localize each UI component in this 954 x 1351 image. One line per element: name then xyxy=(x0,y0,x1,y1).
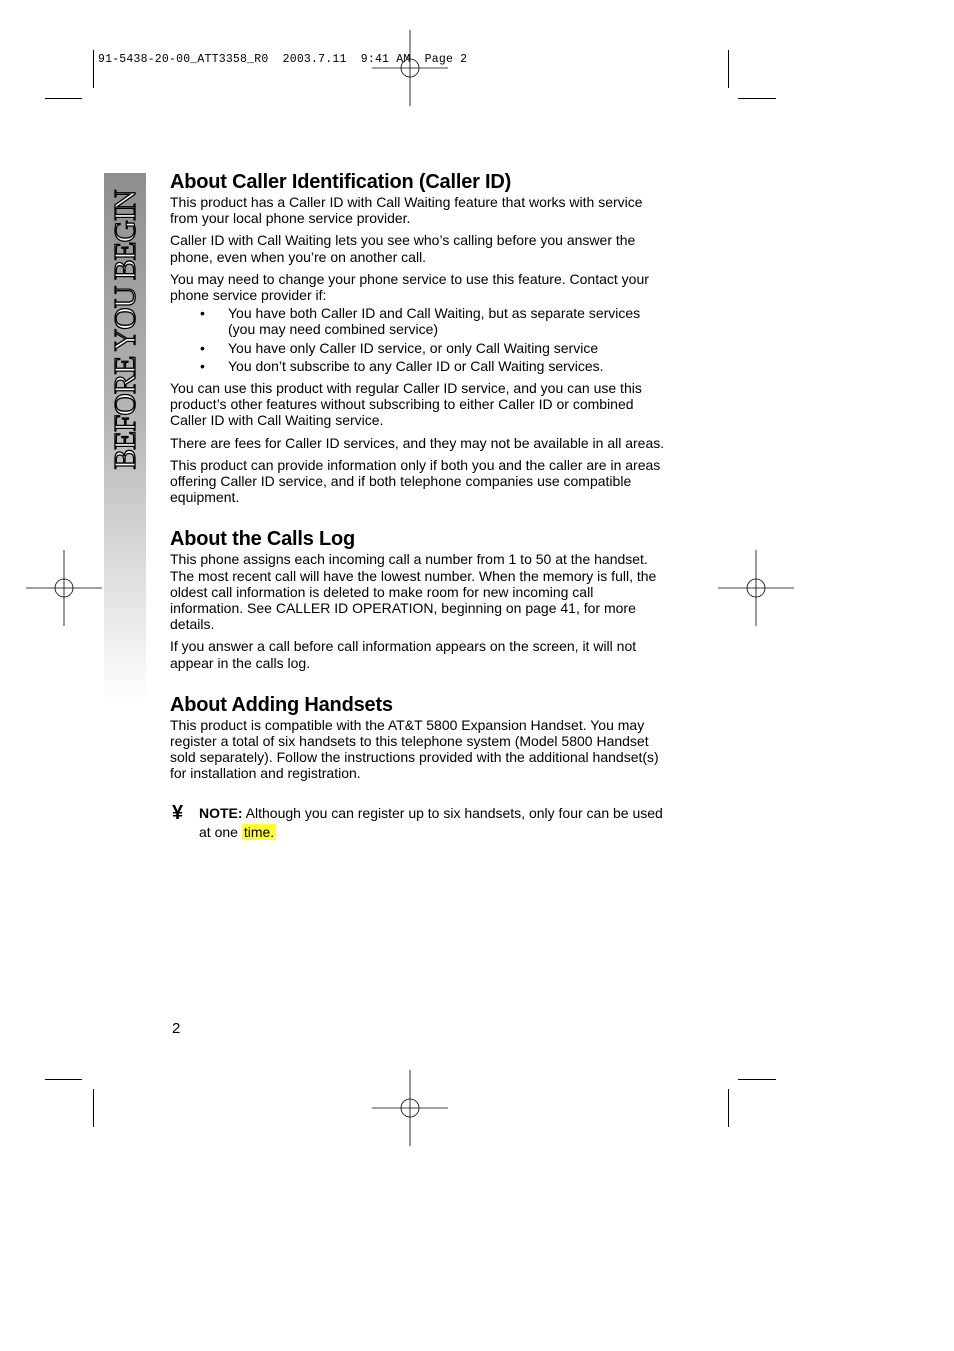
crop-mark xyxy=(738,1079,776,1080)
note-box xyxy=(170,801,670,842)
paragraph: There are fees for Caller ID services, and they may not be available in all areas. xyxy=(170,434,665,451)
paragraph: This product is compatible with the AT&T 5800 Expansion Handset. You may register a total of six handsets to this telephone system (Model 5800 Handset sold separately). Follow the instructions provided with the additional handset(s) for installation and registration. xyxy=(170,716,659,782)
registration-mark-icon xyxy=(26,550,102,626)
paragraph: If you answer a call before call information appears on the screen, it will not appear in the calls log. xyxy=(170,638,637,671)
paragraph: This product has a Caller ID with Call Waiting feature that works with service from your local phone service provider. xyxy=(170,194,643,227)
bullet-list xyxy=(170,305,670,374)
paragraph: This phone assigns each incoming call a number from 1 to 50 at the handset. The most recent call will have the lowest number. When the memory is full, the oldest call information is deleted to make room for new incoming call information. See CALLER ID OPERATION, beginning on page 41, for more details. xyxy=(170,551,657,633)
section-heading: About the Calls Log xyxy=(170,528,356,551)
crop-mark xyxy=(738,98,776,99)
bullet-item: • You have only Caller ID service, or only Call Waiting service xyxy=(170,340,670,356)
paragraph: Caller ID with Call Waiting lets you see who’s calling before you answer the phone, even when you’re on another call. xyxy=(170,232,636,265)
crop-mark xyxy=(728,1089,729,1127)
section-adding-handsets xyxy=(170,693,670,782)
note-label: NOTE: xyxy=(199,804,243,821)
registration-mark-icon xyxy=(718,550,794,626)
note-icon: ¥ xyxy=(172,801,184,824)
paragraph: You may need to change your phone service to use this feature. Contact your phone service provider if: xyxy=(170,270,649,304)
side-tab-label: BEFORE YOU BEGIN xyxy=(107,190,142,470)
print-slug-line: 91-5438-20-00_ATT3358_R0 2003.7.11 9:41 AM Page 2 xyxy=(98,53,468,66)
crop-mark xyxy=(45,98,82,99)
bullet-item: • You have both Caller ID and Call Waiting, but as separate services (you may need combined service) xyxy=(170,305,670,337)
crop-mark xyxy=(45,1079,82,1080)
registration-mark-icon xyxy=(372,30,448,106)
section-caller-id xyxy=(170,170,670,505)
section-heading: About Caller Identification (Caller ID) xyxy=(170,171,512,193)
highlighted-text: time. xyxy=(243,823,275,840)
paragraph: You can use this product with regular Caller ID service, and you can use this product’s other features without subscribing to either Caller ID or combined Caller ID with Call Waiting service. xyxy=(170,380,642,429)
page-number: 2 xyxy=(172,1020,181,1037)
section-heading: About Adding Handsets xyxy=(170,693,393,716)
note-text: Although you can register up to six handsets, only four can be used at one xyxy=(199,804,663,840)
crop-mark xyxy=(93,50,94,88)
crop-mark xyxy=(728,50,729,88)
crop-mark xyxy=(93,1089,94,1127)
section-calls-log xyxy=(170,527,670,670)
bullet-item: • You don’t subscribe to any Caller ID or Call Waiting services. xyxy=(170,358,670,374)
registration-mark-icon xyxy=(372,1070,448,1146)
page-content xyxy=(170,170,670,842)
paragraph: This product can provide information only if both you and the caller are in areas offering Caller ID service, and if both telephone companies use compatible equipment. xyxy=(170,456,661,506)
